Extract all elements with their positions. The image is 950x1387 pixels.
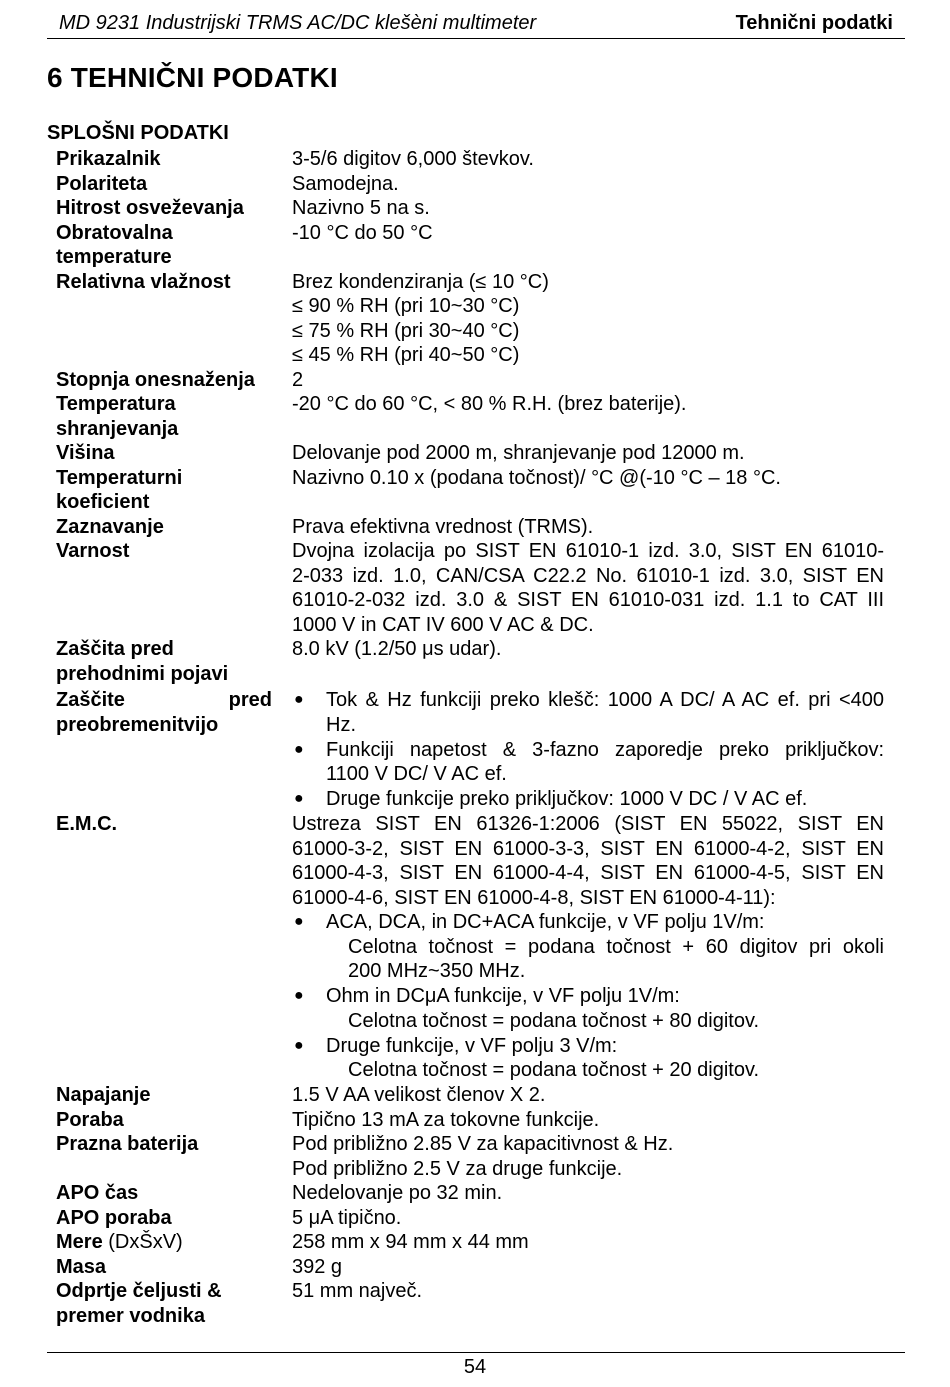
spec-label-line: prehodnimi pojavi [56, 662, 229, 685]
spec-label-line: Odprtje čeljusti & [56, 1280, 222, 1302]
label-word: pred [228, 689, 272, 711]
bullet-item [292, 910, 884, 984]
spec-label [56, 1279, 292, 1328]
value-line: Ohm in DCμA funkcije, v VF polju 1V/m: [326, 985, 680, 1007]
value-line: 200 MHz~350 MHz. [348, 960, 526, 982]
spec-label: APO poraba [56, 1206, 172, 1229]
value-line: 61000-4-6, SIST EN 61000-4-8, SIST EN 61000-4-11): [292, 886, 776, 909]
value-line: Brez kondenziranja (≤ 10 °C) [292, 270, 549, 293]
spec-label [56, 221, 292, 270]
spec-label-line: Zaščita pred [56, 638, 174, 660]
value-line: Pod približno 2.5 V za druge funkcije. [292, 1157, 623, 1180]
spec-row [56, 1279, 886, 1328]
spec-row [56, 221, 886, 270]
spec-label [56, 1230, 292, 1255]
spec-value [292, 1132, 884, 1181]
spec-label [56, 466, 292, 515]
spec-label-line: premer vodnika [56, 1304, 205, 1327]
bullet-icon: ● [294, 691, 304, 708]
value-line: Pod približno 2.85 V za kapacitivnost & Hz. [292, 1133, 674, 1155]
spec-label: Stopnja onesnaženja [56, 368, 255, 391]
bullet-item [292, 688, 884, 737]
value-line: Hz. [326, 713, 356, 736]
bullet-item [292, 738, 884, 787]
spec-label: Poraba [56, 1108, 124, 1131]
spec-row [56, 147, 886, 172]
spec-value: 392 g [292, 1255, 343, 1278]
value-line: Celotna točnost = podana točnost + 60 digitov pri okoli [348, 935, 884, 958]
value-line: 61000-4-3, SIST EN 61000-4-4, SIST EN 61000-4-5, SIST EN [292, 862, 884, 884]
document-title: MD 9231 Industrijski TRMS AC/DC klešèni multimeter [59, 12, 537, 34]
spec-label-line: preobremenitvijo [56, 713, 219, 736]
bullet-icon: ● [294, 790, 304, 807]
spec-row [56, 392, 886, 441]
spec-value: Delovanje pod 2000 m, shranjevanje pod 12000 m. [292, 442, 745, 464]
spec-row [56, 515, 886, 540]
spec-row [56, 196, 886, 221]
spec-label [56, 637, 292, 686]
bullet-icon: ● [294, 987, 304, 1004]
spec-row [56, 637, 886, 686]
value-line: Celotna točnost = podana točnost + 20 digitov. [348, 1059, 760, 1081]
footer-rule [47, 1352, 905, 1353]
value-line: 1100 V DC/ V AC ef. [326, 763, 507, 785]
value-line: Funkciji napetost & 3-fazno zaporedje preko priključkov: [326, 738, 884, 761]
spec-table [56, 147, 886, 1328]
value-line: ≤ 45 % RH (pri 40~50 °C) [292, 344, 520, 366]
value-line: Tok & Hz funkciji preko klešč: 1000 A DC/ A AC ef. pri <400 [326, 689, 884, 711]
spec-value: 8.0 kV (1.2/50 μs udar). [292, 638, 502, 660]
spec-label [56, 688, 292, 812]
spec-row [56, 1132, 886, 1181]
spec-label-line: koeficient [56, 491, 150, 513]
bullet-icon: ● [294, 740, 304, 758]
spec-value: -10 °C do 50 °C [292, 221, 433, 244]
spec-label: Masa [56, 1255, 107, 1278]
spec-value: Nazivno 0.10 x (podana točnost)/ °C @(-10 °C – 18 °C. [292, 466, 781, 489]
label-unit: (DxŠxV) [102, 1231, 183, 1253]
spec-value: 1.5 V AA velikost členov X 2. [292, 1084, 546, 1106]
spec-row [56, 441, 886, 466]
value-line: 61010-2-032 izd. 3.0 & SIST EN 61010-031 izd. 1.1 to CAT III [292, 589, 884, 611]
spec-row [56, 688, 886, 812]
spec-label-line: shranjevanja [56, 417, 179, 440]
bullet-item [292, 787, 884, 812]
spec-label-line: Obratovalna [56, 221, 173, 244]
spec-value [292, 539, 884, 637]
spec-row [56, 1181, 886, 1206]
label-word: Zaščite [56, 689, 125, 711]
spec-value [292, 688, 884, 812]
section-name: Tehnični podatki [735, 12, 893, 34]
spec-label: Napajanje [56, 1084, 151, 1106]
page-header [47, 10, 905, 39]
spec-row [56, 368, 886, 393]
value-line: Dvojna izolacija po SIST EN 61010-1 izd. 3.0, SIST EN 61010- [292, 540, 884, 562]
spec-row [56, 270, 886, 368]
spec-row [56, 1108, 886, 1133]
value-line: Ustreza SIST EN 61326-1:2006 (SIST EN 55022, SIST EN [292, 813, 884, 835]
page-number: 54 [463, 1356, 487, 1378]
spec-label-line [56, 688, 272, 713]
spec-value: Tipično 13 mA za tokovne funkcije. [292, 1108, 600, 1131]
value-line: 61000-3-2, SIST EN 61000-3-3, SIST EN 61000-4-2, SIST EN [292, 837, 884, 860]
value-line: Celotna točnost = podana točnost + 80 digitov. [348, 1009, 760, 1032]
spec-value: -20 °C do 60 °C, < 80 % R.H. (brez baterije). [292, 393, 687, 415]
spec-value: Prava efektivna vrednost (TRMS). [292, 515, 594, 538]
spec-value: 51 mm največ. [292, 1280, 423, 1302]
spec-label [56, 392, 292, 441]
spec-label: Relativna vlažnost [56, 270, 231, 293]
bullet-icon: ● [294, 1036, 304, 1054]
section-heading: SPLOŠNI PODATKI [47, 122, 229, 144]
value-line: 2-033 izd. 1.0, CAN/CSA C22.2 No. 61010-1 izd. 3.0, SIST EN [292, 564, 884, 587]
spec-row [56, 1083, 886, 1108]
spec-row [56, 466, 886, 515]
spec-label: Hitrost osveževanja [56, 197, 244, 219]
spec-value: 5 μA tipično. [292, 1206, 402, 1229]
spec-row [56, 812, 886, 1083]
chapter-title: 6 TEHNIČNI PODATKI [47, 62, 338, 93]
spec-label: Zaznavanje [56, 515, 164, 538]
bullet-item [292, 1034, 884, 1083]
spec-value [292, 812, 884, 1083]
value-line: ≤ 90 % RH (pri 10~30 °C) [292, 295, 520, 317]
value-line: 1000 V in CAT IV 600 V AC & DC. [292, 613, 594, 636]
spec-label: Prikazalnik [56, 148, 161, 170]
label-bold: Mere [56, 1231, 103, 1253]
value-line: Druge funkcije, v VF polju 3 V/m: [326, 1034, 618, 1057]
spec-value: 2 [292, 368, 304, 391]
spec-row [56, 539, 886, 637]
value-line: ACA, DCA, in DC+ACA funkcije, v VF polju 1V/m: [326, 911, 765, 933]
value-line: ≤ 75 % RH (pri 30~40 °C) [292, 319, 520, 342]
spec-label: Varnost [56, 540, 130, 562]
spec-row [56, 1206, 886, 1231]
spec-label-line: temperature [56, 246, 172, 268]
bullet-icon: ● [294, 913, 304, 930]
spec-value [292, 270, 884, 368]
spec-value: 258 mm x 94 mm x 44 mm [292, 1231, 529, 1253]
spec-value: Samodejna. [292, 172, 399, 195]
spec-value: Nazivno 5 na s. [292, 197, 430, 219]
spec-label: E.M.C. [56, 813, 118, 835]
spec-value: 3-5/6 digitov 6,000 števkov. [292, 148, 534, 170]
spec-label: Polariteta [56, 172, 148, 195]
spec-label: Prazna baterija [56, 1133, 199, 1155]
spec-value: Nedelovanje po 32 min. [292, 1182, 503, 1204]
value-line: Druge funkcije preko priključkov: 1000 V DC / V AC ef. [326, 788, 808, 810]
spec-row [56, 172, 886, 197]
spec-label-line: Temperatura [56, 393, 176, 415]
bullet-item [292, 984, 884, 1033]
spec-label: APO čas [56, 1182, 139, 1204]
spec-label: Višina [56, 442, 115, 464]
spec-label-line: Temperaturni [56, 466, 183, 489]
spec-row [56, 1255, 886, 1280]
spec-row [56, 1230, 886, 1255]
